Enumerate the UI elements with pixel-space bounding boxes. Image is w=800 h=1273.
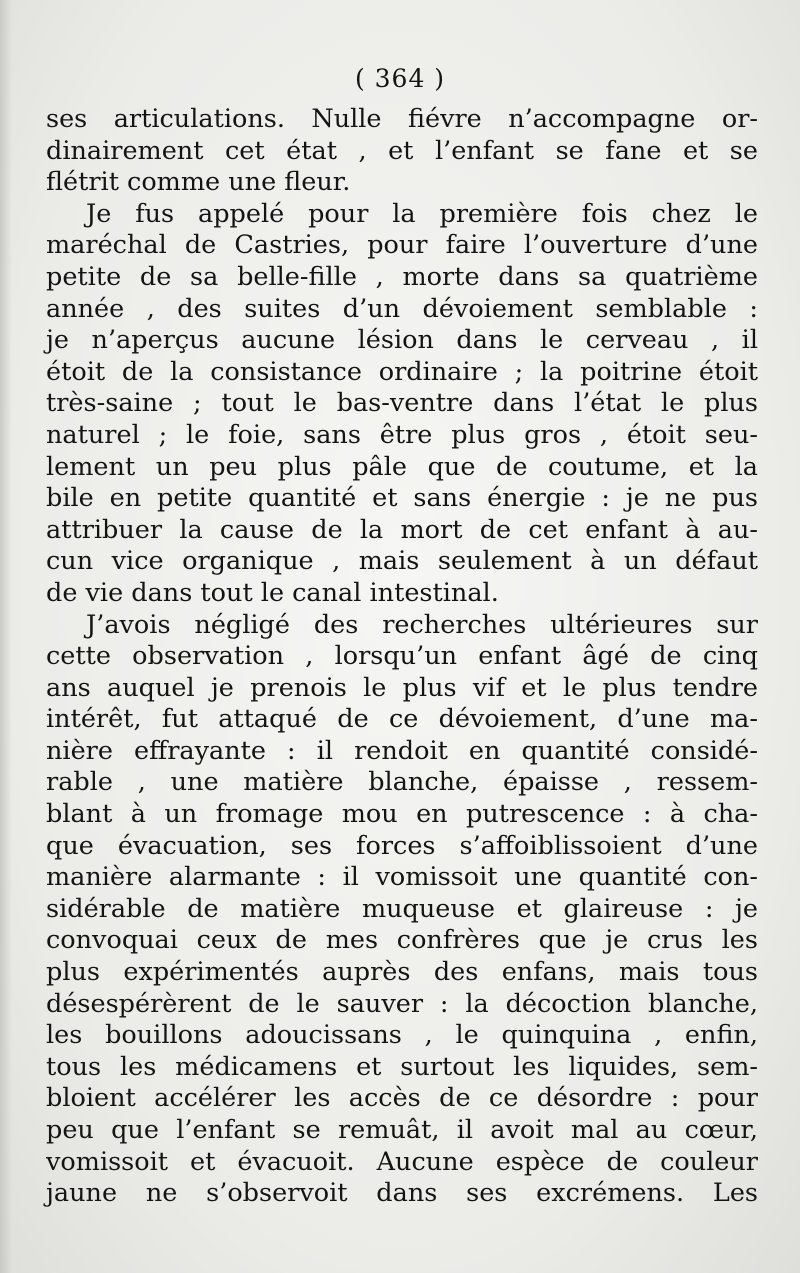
page-gutter-shadow	[0, 0, 12, 1273]
text-line: année , des suites d’un dévoiement semblable :	[46, 293, 758, 324]
text-line: rable , une matière blanche, épaisse , ressem-	[46, 767, 758, 798]
text-line: attribuer la cause de la mort de cet enfant à au-	[46, 514, 758, 545]
text-line: que évacuation, ses forces s’affoiblissoient d’une	[46, 830, 758, 861]
text-line: plus expérimentés auprès des enfans, mais tous	[46, 957, 758, 988]
text-line: cette observation , lorsqu’un enfant âgé de cinq	[46, 641, 758, 672]
text-line: dinairement cet état , et l’enfant se fane et se	[46, 135, 758, 166]
text-line: vomissoit et évacuoit. Aucune espèce de couleur	[46, 1146, 758, 1177]
text-line: peu que l’enfant se remuât, il avoit mal au cœur,	[46, 1115, 758, 1145]
text-line: les bouillons adoucissans , le quinquina , enfin,	[46, 1020, 758, 1051]
text-line: bile en petite quantité et sans énergie : je ne pus	[46, 483, 758, 514]
text-line: naturel ; le foie, sans être plus gros , étoit seu-	[46, 419, 758, 450]
text-line: blant à un fromage mou en putrescence : à cha-	[46, 799, 758, 830]
text-line: petite de sa belle-fille , morte dans sa quatrième	[46, 261, 758, 292]
body-text	[46, 104, 758, 1210]
text-line: tous les médicamens et surtout les liquides, sem-	[46, 1051, 758, 1082]
text-line: ses articulations. Nulle fiévre n’accompagne or-	[46, 104, 758, 134]
text-line: convoquai ceux de mes confrères que je crus les	[46, 925, 758, 956]
text-line: lement un peu plus pâle que de coutume, et la	[46, 451, 758, 482]
text-line: étoit de la consistance ordinaire ; la poitrine étoit	[46, 356, 758, 387]
text-line: de vie dans tout le canal intestinal.	[46, 577, 499, 608]
text-line: désespérèrent de le sauver : la décoction blanche,	[46, 988, 758, 1019]
text-line: ans auquel je prenois le plus vif et le plus tendre	[46, 672, 758, 703]
text-line: intérêt, fut attaqué de ce dévoiement, d’une ma-	[46, 704, 758, 735]
text-line: maréchal de Castries, pour faire l’ouverture d’une	[46, 230, 758, 261]
text-line: très-saine ; tout le bas-ventre dans l’état le plus	[46, 388, 758, 419]
text-line: nière effrayante : il rendoit en quantité considé-	[46, 735, 758, 766]
text-line: Je fus appelé pour la première fois chez le	[86, 198, 758, 229]
text-line: manière alarmante : il vomissoit une quantité con-	[46, 862, 758, 893]
text-line: flétrit comme une fleur.	[46, 167, 351, 198]
text-line: jaune ne s’observoit dans ses excrémens. Les	[46, 1178, 758, 1209]
text-line: sidérable de matière muqueuse et glaireuse : je	[46, 893, 758, 924]
text-line: cun vice organique , mais seulement à un défaut	[46, 546, 758, 577]
text-line: bloient accélérer les accès de ce désordre : pour	[46, 1083, 758, 1114]
page-number: ( 364 )	[354, 64, 446, 93]
text-line: J’avois négligé des recherches ultérieures sur	[86, 609, 758, 640]
text-line: je n’aperçus aucune lésion dans le cerveau , il	[46, 325, 758, 356]
